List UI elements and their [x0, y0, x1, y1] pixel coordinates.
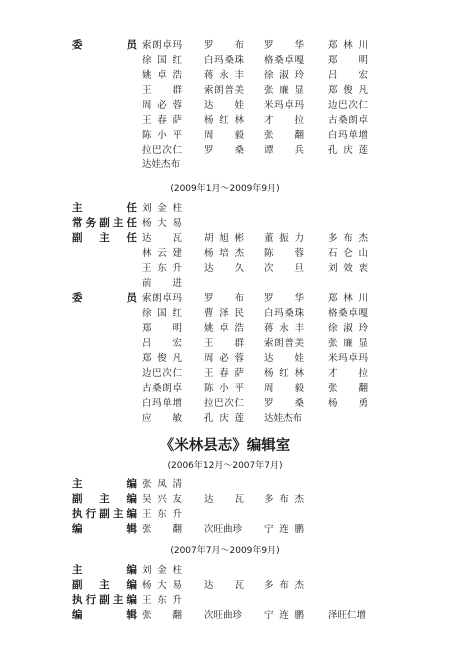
section-a-row: [0, 83, 450, 98]
member-name: 徐淑玲: [264, 70, 304, 81]
editor-row: [0, 507, 450, 522]
member-name: 张凤清: [142, 479, 182, 490]
member-name: 应敏: [142, 413, 182, 424]
member-name: 蒋永丰: [264, 323, 304, 334]
member-name: 达娃: [204, 100, 244, 111]
member-name: 索朗卓玛: [142, 40, 182, 51]
editor-row: [0, 522, 450, 537]
member-name: 曹泽民: [204, 308, 244, 319]
member-name: 吕宏: [142, 338, 182, 349]
member-name: 石仑山: [328, 248, 368, 259]
member-name: 白玛单增: [328, 130, 368, 141]
member-name: 宁连鹏: [264, 524, 304, 535]
member-name: 拉巴次仁: [204, 398, 244, 409]
member-name: 张翻: [142, 610, 182, 621]
editor-row: [0, 578, 450, 593]
member-name: 罗桑: [264, 398, 304, 409]
member-name: 张廉显: [328, 338, 368, 349]
leader-row: [0, 231, 450, 246]
section-a-row: [0, 53, 450, 68]
member-name: 张翻: [142, 524, 182, 535]
member-name: 白玛单增: [142, 398, 182, 409]
member-name: 古桑朗卓: [142, 383, 182, 394]
member-name: 杨大易: [142, 218, 182, 229]
member-name: 米玛卓玛: [328, 353, 368, 364]
member-name: 孔庆莲: [328, 145, 368, 156]
member-name: 拉巴次仁: [142, 145, 182, 156]
member-name: 王春萨: [204, 368, 244, 379]
member-name: 周毅: [264, 383, 304, 394]
member-name: 达瓦: [204, 494, 244, 505]
member-name: 达瓦: [204, 580, 244, 591]
member-name: 白玛桑珠: [204, 55, 244, 66]
member-name: 前进: [142, 278, 182, 289]
period-caption: (2007年7月～2009年9月): [170, 546, 280, 556]
section-a-row: [0, 98, 450, 113]
member-name: 边巴次仁: [328, 100, 368, 111]
member-name: 索朗普美: [264, 338, 304, 349]
leader-row: [0, 261, 450, 276]
section-a-row: [0, 157, 450, 172]
member-name: 杨红林: [204, 115, 244, 126]
member-name: 格桑卓嘎: [264, 55, 304, 66]
committee-row: [0, 396, 450, 411]
member-name: 多布杰: [264, 494, 304, 505]
member-name: 杨培杰: [204, 248, 244, 259]
member-name: 罗华: [264, 40, 304, 51]
section-a-row: [0, 113, 450, 128]
member-name: 姚卓浩: [142, 70, 182, 81]
member-name: 王春萨: [142, 115, 182, 126]
member-name: 郑明: [328, 55, 368, 66]
member-name: 张翻: [328, 383, 368, 394]
role-label: 副主任: [72, 232, 137, 244]
period-caption: (2009年1月～2009年9月): [170, 184, 280, 194]
member-name: 杨勇: [328, 398, 368, 409]
leader-row: [0, 276, 450, 291]
member-name: 周必蓉: [204, 353, 244, 364]
member-name: 次旺曲珍: [204, 610, 243, 621]
member-name: 姚卓浩: [204, 323, 244, 334]
role-label: 常务副主任: [72, 217, 137, 229]
section-heading: 《米林县志》编辑室: [159, 438, 291, 454]
leader-row: [0, 201, 450, 216]
role-label: 主编: [72, 478, 137, 490]
role-label: 委员: [72, 39, 137, 51]
section-a-row: [0, 38, 450, 53]
member-name: 蒋永丰: [204, 70, 244, 81]
member-name: 郑林川: [328, 40, 368, 51]
member-name: 吴兴友: [142, 494, 182, 505]
member-name: 胡旭彬: [204, 233, 244, 244]
role-label: 主任: [72, 202, 137, 214]
member-name: 宁连鹏: [264, 610, 304, 621]
member-name: 泽旺仁增: [328, 610, 367, 621]
editor-row: [0, 492, 450, 507]
section-a-row: [0, 68, 450, 83]
section-a-row: [0, 128, 450, 143]
role-label: 委员: [72, 292, 137, 304]
member-name: 王群: [204, 338, 244, 349]
member-name: 王东升: [142, 263, 182, 274]
leader-row: [0, 246, 450, 261]
role-label: 副主编: [72, 493, 137, 505]
member-name: 古桑朗卓: [328, 115, 368, 126]
member-name: 周毅: [204, 130, 244, 141]
section-a-row: [0, 143, 450, 158]
editor-row: [0, 477, 450, 492]
member-name: 孔庆莲: [204, 413, 244, 424]
member-name: 格桑卓嘎: [328, 308, 368, 319]
member-name: 王东升: [142, 595, 182, 606]
editor-row: [0, 593, 450, 608]
member-name: 罗华: [264, 293, 304, 304]
member-name: 林云建: [142, 248, 182, 259]
member-name: 达久: [204, 263, 244, 274]
member-name: 才拉: [328, 368, 368, 379]
member-name: 罗布: [204, 40, 244, 51]
leader-row: [0, 216, 450, 231]
committee-row: [0, 291, 450, 306]
committee-row: [0, 351, 450, 366]
member-name: 边巴次仁: [142, 368, 182, 379]
member-name: 次旦: [264, 263, 304, 274]
member-name: 徐淑玲: [328, 323, 368, 334]
member-name: 徐国红: [142, 55, 182, 66]
role-label: 执行副主编: [72, 594, 137, 606]
member-name: 陈蓉: [264, 248, 304, 259]
member-name: 王东升: [142, 509, 182, 520]
committee-row: [0, 306, 450, 321]
period-caption: (2006年12月～2007年7月): [167, 461, 283, 471]
committee-row: [0, 411, 450, 426]
editor-row: [0, 563, 450, 578]
committee-row: [0, 336, 450, 351]
member-name: 刘效衷: [328, 263, 368, 274]
committee-row: [0, 381, 450, 396]
role-label: 副主编: [72, 579, 137, 591]
member-name: 杨红林: [264, 368, 304, 379]
member-name: 董振力: [264, 233, 304, 244]
member-name: 郑林川: [328, 293, 368, 304]
member-name: 多布杰: [328, 233, 368, 244]
member-name: 王群: [142, 85, 182, 96]
member-name: 才拉: [264, 115, 304, 126]
role-label: 主编: [72, 564, 137, 576]
member-name: 多布杰: [264, 580, 304, 591]
member-name: 陈小平: [142, 130, 182, 141]
member-name: 次旺曲珍: [204, 524, 243, 535]
member-name: 罗桑: [204, 145, 244, 156]
member-name: 白玛桑珠: [264, 308, 304, 319]
member-name: 郑俊凡: [328, 85, 368, 96]
member-name: 达娃杰布: [142, 159, 181, 170]
member-name: 索朗普美: [204, 85, 244, 96]
committee-row: [0, 321, 450, 336]
role-label: 执行副主编: [72, 508, 137, 520]
member-name: 谭兵: [264, 145, 304, 156]
member-name: 达瓦: [142, 233, 182, 244]
member-name: 索朗卓玛: [142, 293, 182, 304]
member-name: 达娃: [264, 353, 304, 364]
member-name: 张翻: [264, 130, 304, 141]
member-name: 张廉显: [264, 85, 304, 96]
member-name: 周必蓉: [142, 100, 182, 111]
member-name: 达娃杰布: [264, 413, 303, 424]
member-name: 杨大易: [142, 580, 182, 591]
member-name: 刘金柱: [142, 203, 182, 214]
member-name: 罗布: [204, 293, 244, 304]
committee-row: [0, 366, 450, 381]
role-label: 编辑: [72, 609, 137, 621]
member-name: 郑俊凡: [142, 353, 182, 364]
member-name: 陈小平: [204, 383, 244, 394]
member-name: 吕宏: [328, 70, 368, 81]
member-name: 刘金柱: [142, 565, 182, 576]
member-name: 徐国红: [142, 308, 182, 319]
role-label: 编辑: [72, 523, 137, 535]
member-name: 米玛卓玛: [264, 100, 304, 111]
editor-row: [0, 608, 450, 623]
member-name: 郑明: [142, 323, 182, 334]
